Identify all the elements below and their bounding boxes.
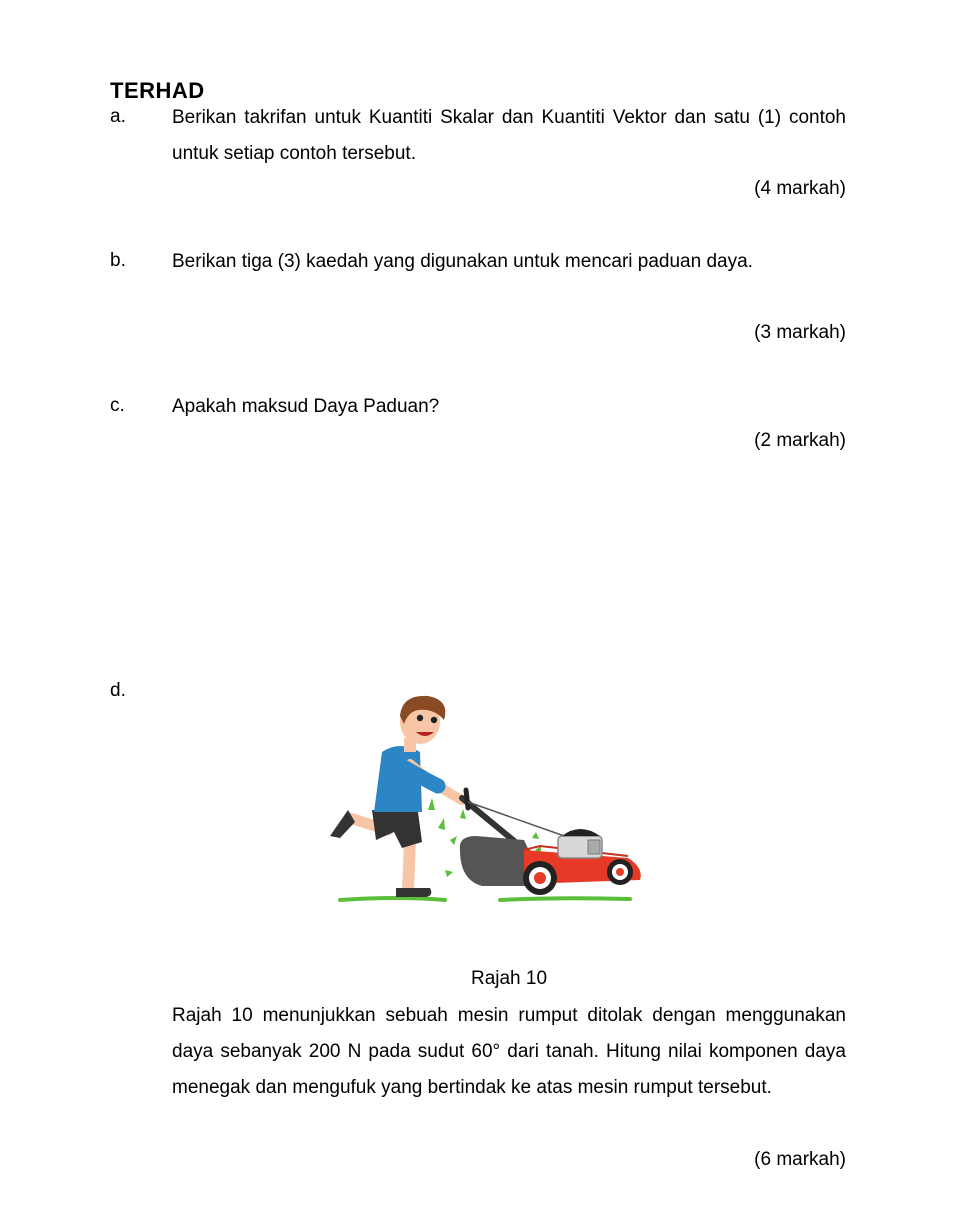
shorts (372, 810, 422, 848)
question-c-label: c. (110, 395, 125, 416)
ground-grass (340, 898, 630, 900)
document-heading: TERHAD (110, 78, 205, 103)
question-a-marks: (4 markah) (754, 178, 846, 199)
question-b-label: b. (110, 250, 126, 271)
left-eye (417, 715, 423, 721)
figure-caption: Rajah 10 (470, 968, 548, 989)
lawn-mower-illustration (310, 690, 655, 910)
rear-wheel (523, 861, 557, 895)
engine-cap (562, 829, 600, 836)
right-eye (431, 717, 437, 723)
question-a-text: Berikan takrifan untuk Kuantiti Skalar dan Kuantiti Vektor dan satu (1) contoh untuk setiap contoh tersebut. (172, 107, 846, 164)
front-wheel (607, 859, 633, 885)
question-b-text: Berikan tiga (3) kaedah yang digunakan untuk mencari paduan daya. (172, 251, 753, 272)
question-d-label: d. (110, 680, 126, 701)
question-d-marks: (6 markah) (754, 1149, 846, 1170)
question-c-marks: (2 markah) (754, 430, 846, 451)
question-d-text: Rajah 10 menunjukkan sebuah mesin rumput ditolak dengan menggunakan daya sebanyak 200 N pada sudut 60° dari tanah. Hitung nilai komponen daya menegak dan mengufuk yang bertindak ke atas mesin rumput tersebut. (172, 1005, 846, 1098)
throttle-cable (468, 802, 570, 838)
question-a-label: a. (110, 106, 126, 127)
handle-grip (466, 790, 468, 808)
question-c-text: Apakah maksud Daya Paduan? (172, 396, 440, 417)
question-b-marks: (3 markah) (754, 322, 846, 343)
front-leg (396, 840, 431, 897)
